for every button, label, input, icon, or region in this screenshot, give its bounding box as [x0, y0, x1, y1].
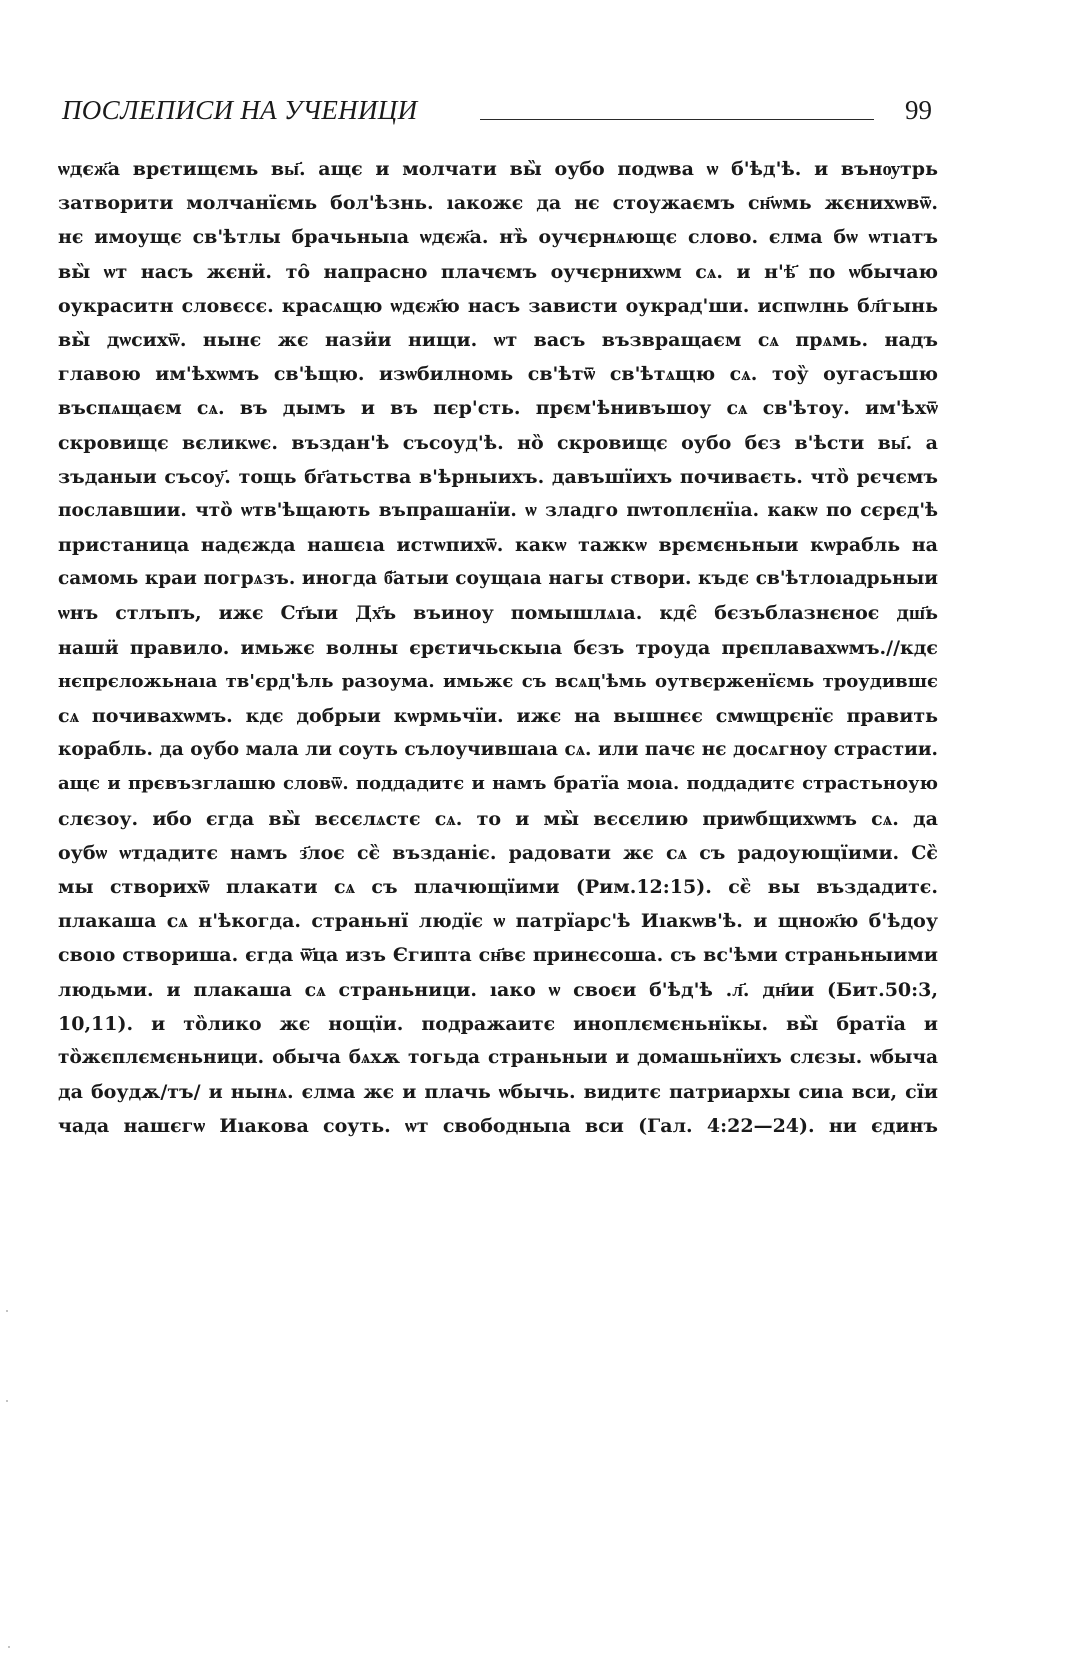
text-line: своıо створиша. єгда ѿ҃ца изъ Єгипта сн҃вє принєсоша. съ вс'ѣми страньныими — [58, 944, 938, 967]
header-rule — [480, 119, 874, 120]
text-line: да боудѫ/тъ/ и нынѧ. єлма жє и плачь ѡбычь. видитє патриархы сиıа вси, сїи — [58, 1081, 938, 1104]
scan-speck — [8, 1646, 10, 1648]
text-line: самомь краи погрѧзъ. иногда б҃атыи соущаıа нагы створи. къдє св'ѣтлоıадрьныи — [58, 568, 938, 590]
text-line: пристаница надєжда нашєıа истѡпихѿ. какѡ тажкѡ врємєньныи кѡрабль на — [58, 534, 938, 557]
text-line: людьми. и плакаша сѧ страньници. ıако ѡ своєи б'ѣд'ѣ .л҃. дн҃ии (Бит.50:3, — [58, 978, 938, 1001]
text-line: мы створихѿ плакати сѧ съ плачющїими (Рим.12:15). сє̏ вы въздадитє. — [58, 875, 938, 898]
text-line: слєзоу. ибо єгда вы̏ вєсєлѧстє сѧ. то и мы̏ вєсєлию приѡбщихѡмъ сѧ. да — [58, 807, 938, 830]
text-line: главою им'ѣхѡмъ св'ѣщю. изѡбилномь св'ѣтѿ св'ѣтѧщю сѧ. тоу̏ оугасъшю — [58, 363, 938, 386]
page-number: 99 — [905, 95, 932, 125]
text-line: оубѡ ѡтдадитє намъ з҃лоє сє̏ въздані̇є. радовати жє сѧ съ радоующїими. Сє̏ — [58, 841, 938, 864]
text-line: 10,11). и то̏лико жє нощїи. подражаитє иноплємєньнїкы. вы̏ братїа и — [58, 1012, 938, 1035]
text-line: въспѧщаєм сѧ. въ дымъ и въ пєр'сть. прєм'ѣнивъшоу сѧ св'ѣтоу. им'ѣхѿ — [58, 397, 938, 420]
text-line: оукраситн словєсє. красѧщю ѡдєж҃ю насъ зависти оукрад'ши. испѡлнь бл҃гынь — [58, 294, 938, 317]
text-line: затворити молчанїємь бол'ѣзнь. ıакожє да нє стоужаємъ сн҃ѡмь жєнихѡвѿ. — [58, 192, 938, 215]
scan-speck — [6, 1400, 8, 1402]
text-line: пославшии. что̏ ѡтв'ѣщають въпрашанїи. ѡ зладго пѡтоплєнїıа. какѡ по сєрєд'ѣ — [58, 499, 938, 521]
text-line: плакаша сѧ н'ѣкогда. страньнї людїє ѡ патрїарс'ѣ Иıакѡв'ѣ. и щнож҃ю б'ѣдоу — [58, 910, 938, 933]
text-line: корабль. да оубо мала ли соуть сълоучившаıа сѧ. или пачє нє досѧгноу страстии. — [58, 739, 938, 761]
text-line: ѡдєж҃а врєтищємь вы҃. ащє и молчати вы̏ оубо подѡва ѡ б'ѣд'ѣ. и вънѹтрь — [58, 158, 938, 180]
text-line: нашӥ правило. имьжє волны єрєтичьскыıа бєзъ троуда прєплавахѡмъ.//кдє — [58, 636, 938, 659]
text-line: зъданыи съсоу҃. тощь бг҃атьства в'ѣрныихъ. давъшїихъ почиваєть. что̏ рєчємъ — [58, 465, 938, 488]
text-line: ѡнъ стлъпъ, ижє Ст҃ыи Дх҃ъ въиноу помышлѧıа. кдє̑ бєзъблазнєноє дш҃ь — [58, 602, 938, 625]
text-line: скровищє вєликѡє. въздан'ѣ съсоуд'ѣ. но̏ скровищє оубо бєз в'ѣсти вы҃. а — [58, 431, 938, 454]
text-line: ащє и прєвъзглашю словѿ. поддадитє и намъ братїа моıа. поддадитє страстьноую — [58, 773, 938, 795]
text-line: вы̏ дѡсихѿ. нынє жє назӥи нищи. ѡт васъ възвращаєм сѧ прѧмь. надъ — [58, 328, 938, 351]
text-line: чада нашєгѡ Иıакова соуть. ѡт свободныıа вси (Гал. 4:22—24). ни єдинъ — [58, 1115, 938, 1138]
text-line: вы̏ ѡт насъ жєнӥ. то̑ напрасно плачємъ оучєрнихѡм сѧ. и н'ѣ҃ по ѡбычаю — [58, 260, 938, 283]
text-line: нє имоущє св'ѣтлы брачьныıа ѡдєж҃а. нъ̏ оучєрнѧющє слово. єлма бѡ ѡтıатъ — [58, 226, 938, 249]
text-line: то̏жєплємєньници. обыча бѧхѫ тогьда страньныи и домашьнїихъ слєзы. ѡбыча — [58, 1046, 938, 1068]
text-line: сѧ почивахѡмъ. кдє добрыи кѡрмьчїи. ижє на вышнєє смѡщрєнїє править — [58, 705, 938, 727]
text-line: нєпрєложьнаıа тв'єрд'ѣль разоума. имьжє съ всѧц'ѣмь оутвєрженїємь троудившє — [58, 670, 938, 692]
scan-speck — [6, 1310, 8, 1312]
running-title: ПОСЛЕПИСИ НА УЧЕНИЦИ — [62, 95, 418, 125]
page-header — [62, 92, 938, 132]
body-text — [58, 152, 938, 1143]
